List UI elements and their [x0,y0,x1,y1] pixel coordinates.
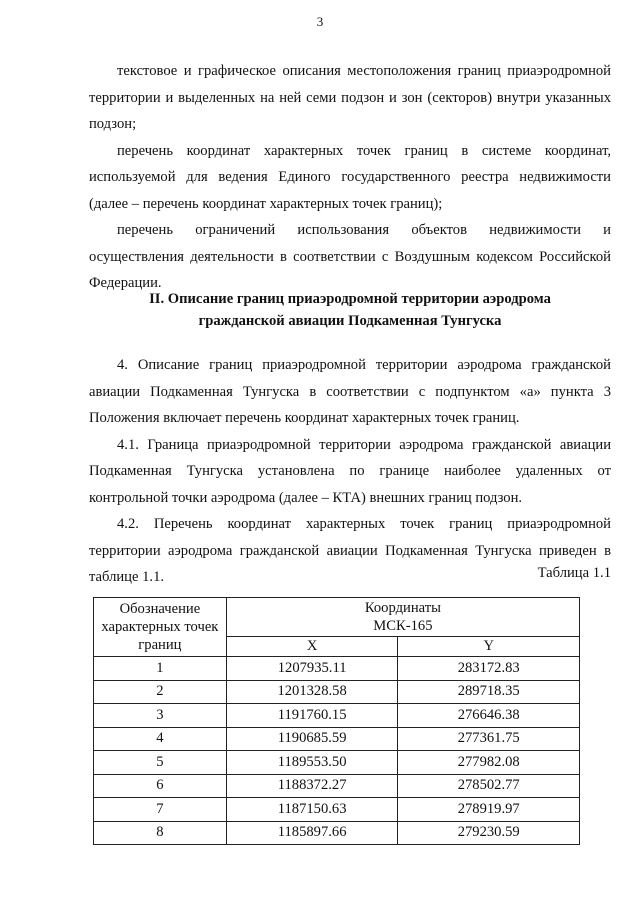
point-number-cell: 2 [94,680,227,704]
header-y: Y [398,637,580,657]
page-number: 3 [316,14,324,29]
coord-x-cell: 1190685.59 [226,727,398,751]
intro-p1-line2: территории и выделенных на ней семи подзон и зон (секторов) внутри указанных [89,89,611,106]
point-number-cell: 5 [94,751,227,775]
intro-paragraph-1 [89,58,611,138]
intro-p1-line1: текстовое и графическое описания местоположения границ приаэродромной [117,63,611,79]
coordinates-table [93,597,580,845]
table-row [94,774,580,798]
table-body [94,657,580,845]
coord-x-cell: 1201328.58 [226,680,398,704]
header-coordinates-line2: МСК-165 [373,618,433,634]
intro-p2-line3: перечень координат характерных точек границ); [142,195,443,212]
intro-paragraph-2 [89,138,611,218]
table-caption: Таблица 1.1 [537,565,611,581]
coord-x-cell: 1185897.66 [226,821,398,845]
header-points-line1: Обозначение [119,601,201,617]
header-points [94,598,227,657]
coord-y-cell: 276646.38 [398,704,580,728]
intro-p3-line1: перечень ограничений использования объектов недвижимости и осуществления [89,222,611,265]
point-number-cell: 8 [94,821,227,845]
coord-x-cell: 1187150.63 [226,798,398,822]
intro-p3-line2: деятельности в соответствии с Воздушным кодексом Российской Федерации. [89,248,611,291]
header-points-line2: характерных точек [101,619,219,635]
paragraph-4-2: 4.2. Перечень координат характерных точек границ приаэродромной территории аэродрома гражданской авиации Подкаменная Тунгуска приведен в таблице 1.1. [89,516,611,585]
point-number-cell: 7 [94,798,227,822]
coord-y-cell: 278919.97 [398,798,580,822]
paragraph-4-1: 4.1. Граница приаэродромной территории аэродрома гражданской авиации Подкаменная Тунгуска установлена по границе наиболее удаленных от контрольной точки аэродрома (далее – КТА) внешних границ подзон. [89,436,611,506]
coord-y-cell: 289718.35 [398,680,580,704]
coord-y-cell: 277361.75 [398,727,580,751]
intro-p1-line3: подзон; [89,116,137,132]
coord-y-cell: 283172.83 [398,657,580,681]
section-heading-line1: II. Описание границ приаэродромной территории аэродрома [149,291,551,307]
point-number-cell: 3 [94,704,227,728]
table-header-row [94,598,580,637]
coord-x-cell: 1188372.27 [226,774,398,798]
table-row [94,727,580,751]
coord-x-cell: 1189553.50 [226,751,398,775]
intro-p2-line2: используемой для ведения Единого государственного реестра недвижимости (далее – [89,169,611,212]
header-points-line3: границ [138,637,182,653]
intro-paragraph-3 [89,217,611,297]
body-paragraphs [89,352,611,591]
table-row [94,751,580,775]
table-row [94,657,580,681]
table-row [94,821,580,845]
table-row [94,704,580,728]
coord-y-cell: 278502.77 [398,774,580,798]
coord-y-cell: 277982.08 [398,751,580,775]
coord-y-cell: 279230.59 [398,821,580,845]
section-heading-line2: гражданской авиации Подкаменная Тунгуска [198,313,502,329]
header-coordinates-line1: Координаты [364,600,441,616]
point-number-cell: 6 [94,774,227,798]
header-coordinates [226,598,579,637]
point-number-cell: 4 [94,727,227,751]
header-x: X [226,637,398,657]
table-row [94,798,580,822]
point-number-cell: 1 [94,657,227,681]
section-heading [89,288,611,332]
intro-p2-line1: перечень координат характерных точек границ в системе координат, [117,142,611,159]
paragraph-4: 4. Описание границ приаэродромной территории аэродрома гражданской авиации Подкаменная Тунгуска в соответствии с подпунктом «а» пункта 3 Положения включает перечень координат характерных точек границ. [89,357,611,426]
coord-x-cell: 1207935.11 [226,657,398,681]
table-row [94,680,580,704]
coord-x-cell: 1191760.15 [226,704,398,728]
intro-paragraphs [89,58,611,297]
